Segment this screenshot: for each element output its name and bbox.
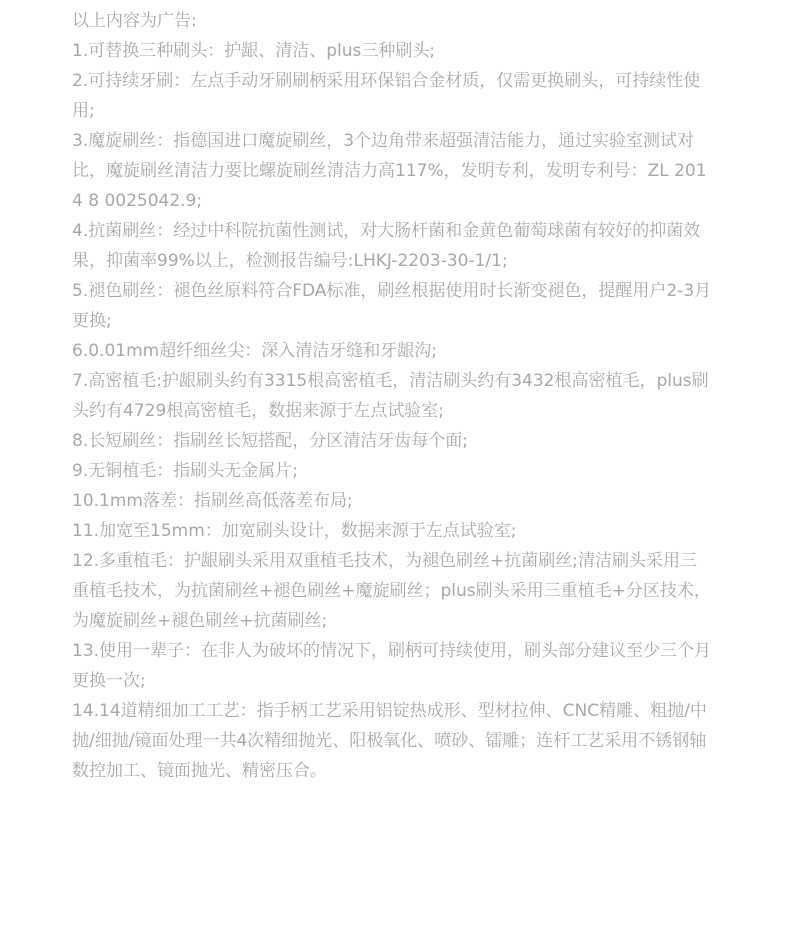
ad-item-9: 9.无铜植毛：指刷头无金属片; xyxy=(72,461,298,481)
ad-item-5: 5.褪色刷丝：褪色丝原料符合FDA标准，刷丝根据使用时长渐变褪色，提醒用户2-3月更换; xyxy=(72,281,712,331)
ad-item-4: 4.抗菌刷丝：经过中科院抗菌性测试，对大肠杆菌和金黄色葡萄球菌有较好的抑菌效果，抑菌率99%以上，检测报告编号:LHKJ-2203-30-1/1; xyxy=(72,221,701,271)
ad-intro-text: 以上内容为广告: xyxy=(72,11,197,31)
ad-disclaimer-block xyxy=(72,6,712,786)
ad-item-3: 3.魔旋刷丝：指德国进口魔旋刷丝，3个边角带来超强清洁能力，通过实验室测试对比，魔旋刷丝清洁力要比螺旋刷丝清洁力高117%，发明专利，发明专利号：ZL 2014 8 0025042.9; xyxy=(72,131,707,211)
ad-item-13: 13.使用一辈子：在非人为破坏的情况下，刷柄可持续使用，刷头部分建议至少三个月更换一次; xyxy=(72,641,712,691)
ad-item-14: 14.14道精细加工工艺：指手柄工艺采用铝锭热成形、型材拉伸、CNC精雕、粗抛/中抛/细抛/镜面处理一共4次精细抛光、阳极氧化、喷砂、镭雕；连杆工艺采用不锈钢轴数控加工、镜面抛光、精密压合。 xyxy=(72,701,707,781)
ad-item-2: 2.可持续牙刷：左点手动牙刷刷柄采用环保铝合金材质，仅需更换刷头，可持续性使用; xyxy=(72,71,701,121)
ad-item-1: 1.可替换三种刷头：护龈、清洁、plus三种刷头; xyxy=(72,41,436,61)
ad-item-6: 6.0.01mm超纤细丝尖：深入清洁牙缝和牙龈沟; xyxy=(72,341,437,361)
ad-item-8: 8.长短刷丝：指刷丝长短搭配，分区清洁牙齿每个面; xyxy=(72,431,468,451)
ad-item-12: 12.多重植毛：护龈刷头采用双重植毛技术，为褪色刷丝+抗菌刷丝;清洁刷头采用三重植毛技术，为抗菌刷丝+褪色刷丝+魔旋刷丝；plus刷头采用三重植毛+分区技术，为魔旋刷丝+褪色刷丝+抗菌刷丝; xyxy=(72,551,711,631)
ad-item-11: 11.加宽至15mm：加宽刷头设计，数据来源于左点试验室; xyxy=(72,521,517,541)
ad-item-7: 7.高密植毛:护龈刷头约有3315根高密植毛，清洁刷头约有3432根高密植毛，plus刷头约有4729根高密植毛，数据来源于左点试验室; xyxy=(72,371,709,421)
ad-item-10: 10.1mm落差：指刷丝高低落差布局; xyxy=(72,491,353,511)
